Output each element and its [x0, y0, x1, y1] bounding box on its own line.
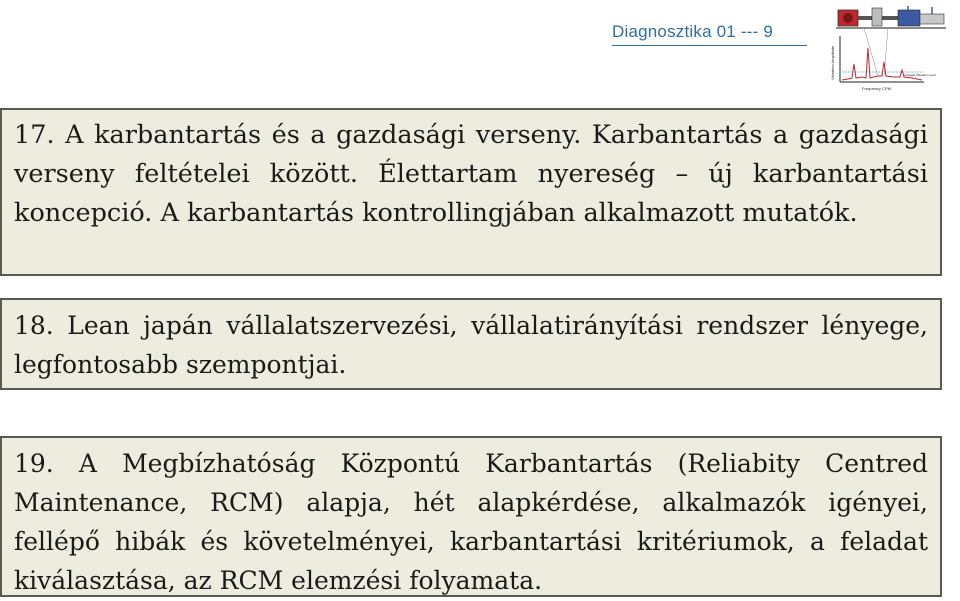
exam-topic-19-text: 19. A Megbízhatóság Központú Karbantartás (Reliabity Centred Maintenance, RCM) alapja, hét alapkérdése, alkalmazók igényei, fellépő hibák és követelményei, karbantartási kritériumok, a feladat kiválasztása, az RCM elemzési folyamata.: [14, 449, 928, 595]
exam-topic-19: [0, 436, 942, 597]
logo-x-axis-label: Frequency CPM: [862, 86, 891, 91]
vibration-diagnostics-logo: [828, 4, 956, 96]
page-header-title: Diagnosztika 01 --- 9: [612, 22, 807, 46]
exam-topic-18: [0, 298, 942, 390]
exam-topic-17: [0, 108, 942, 276]
exam-topic-17-text: 17. A karbantartás és a gazdasági verseny. Karbantartás a gazdasági verseny feltételei között. Élettartam nyereség – új karbantartási koncepció. A karbantartás kontrollingjában alkalmazott mutatók.: [14, 120, 928, 228]
logo-level-label: Average Vibration Level: [904, 73, 936, 77]
logo-y-axis-label: Vibration Amplitude: [830, 45, 835, 80]
exam-topic-18-text: 18. Lean japán vállalatszervezési, vállalatirányítási rendszer lényege, legfontosabb szempontjai.: [14, 311, 928, 379]
